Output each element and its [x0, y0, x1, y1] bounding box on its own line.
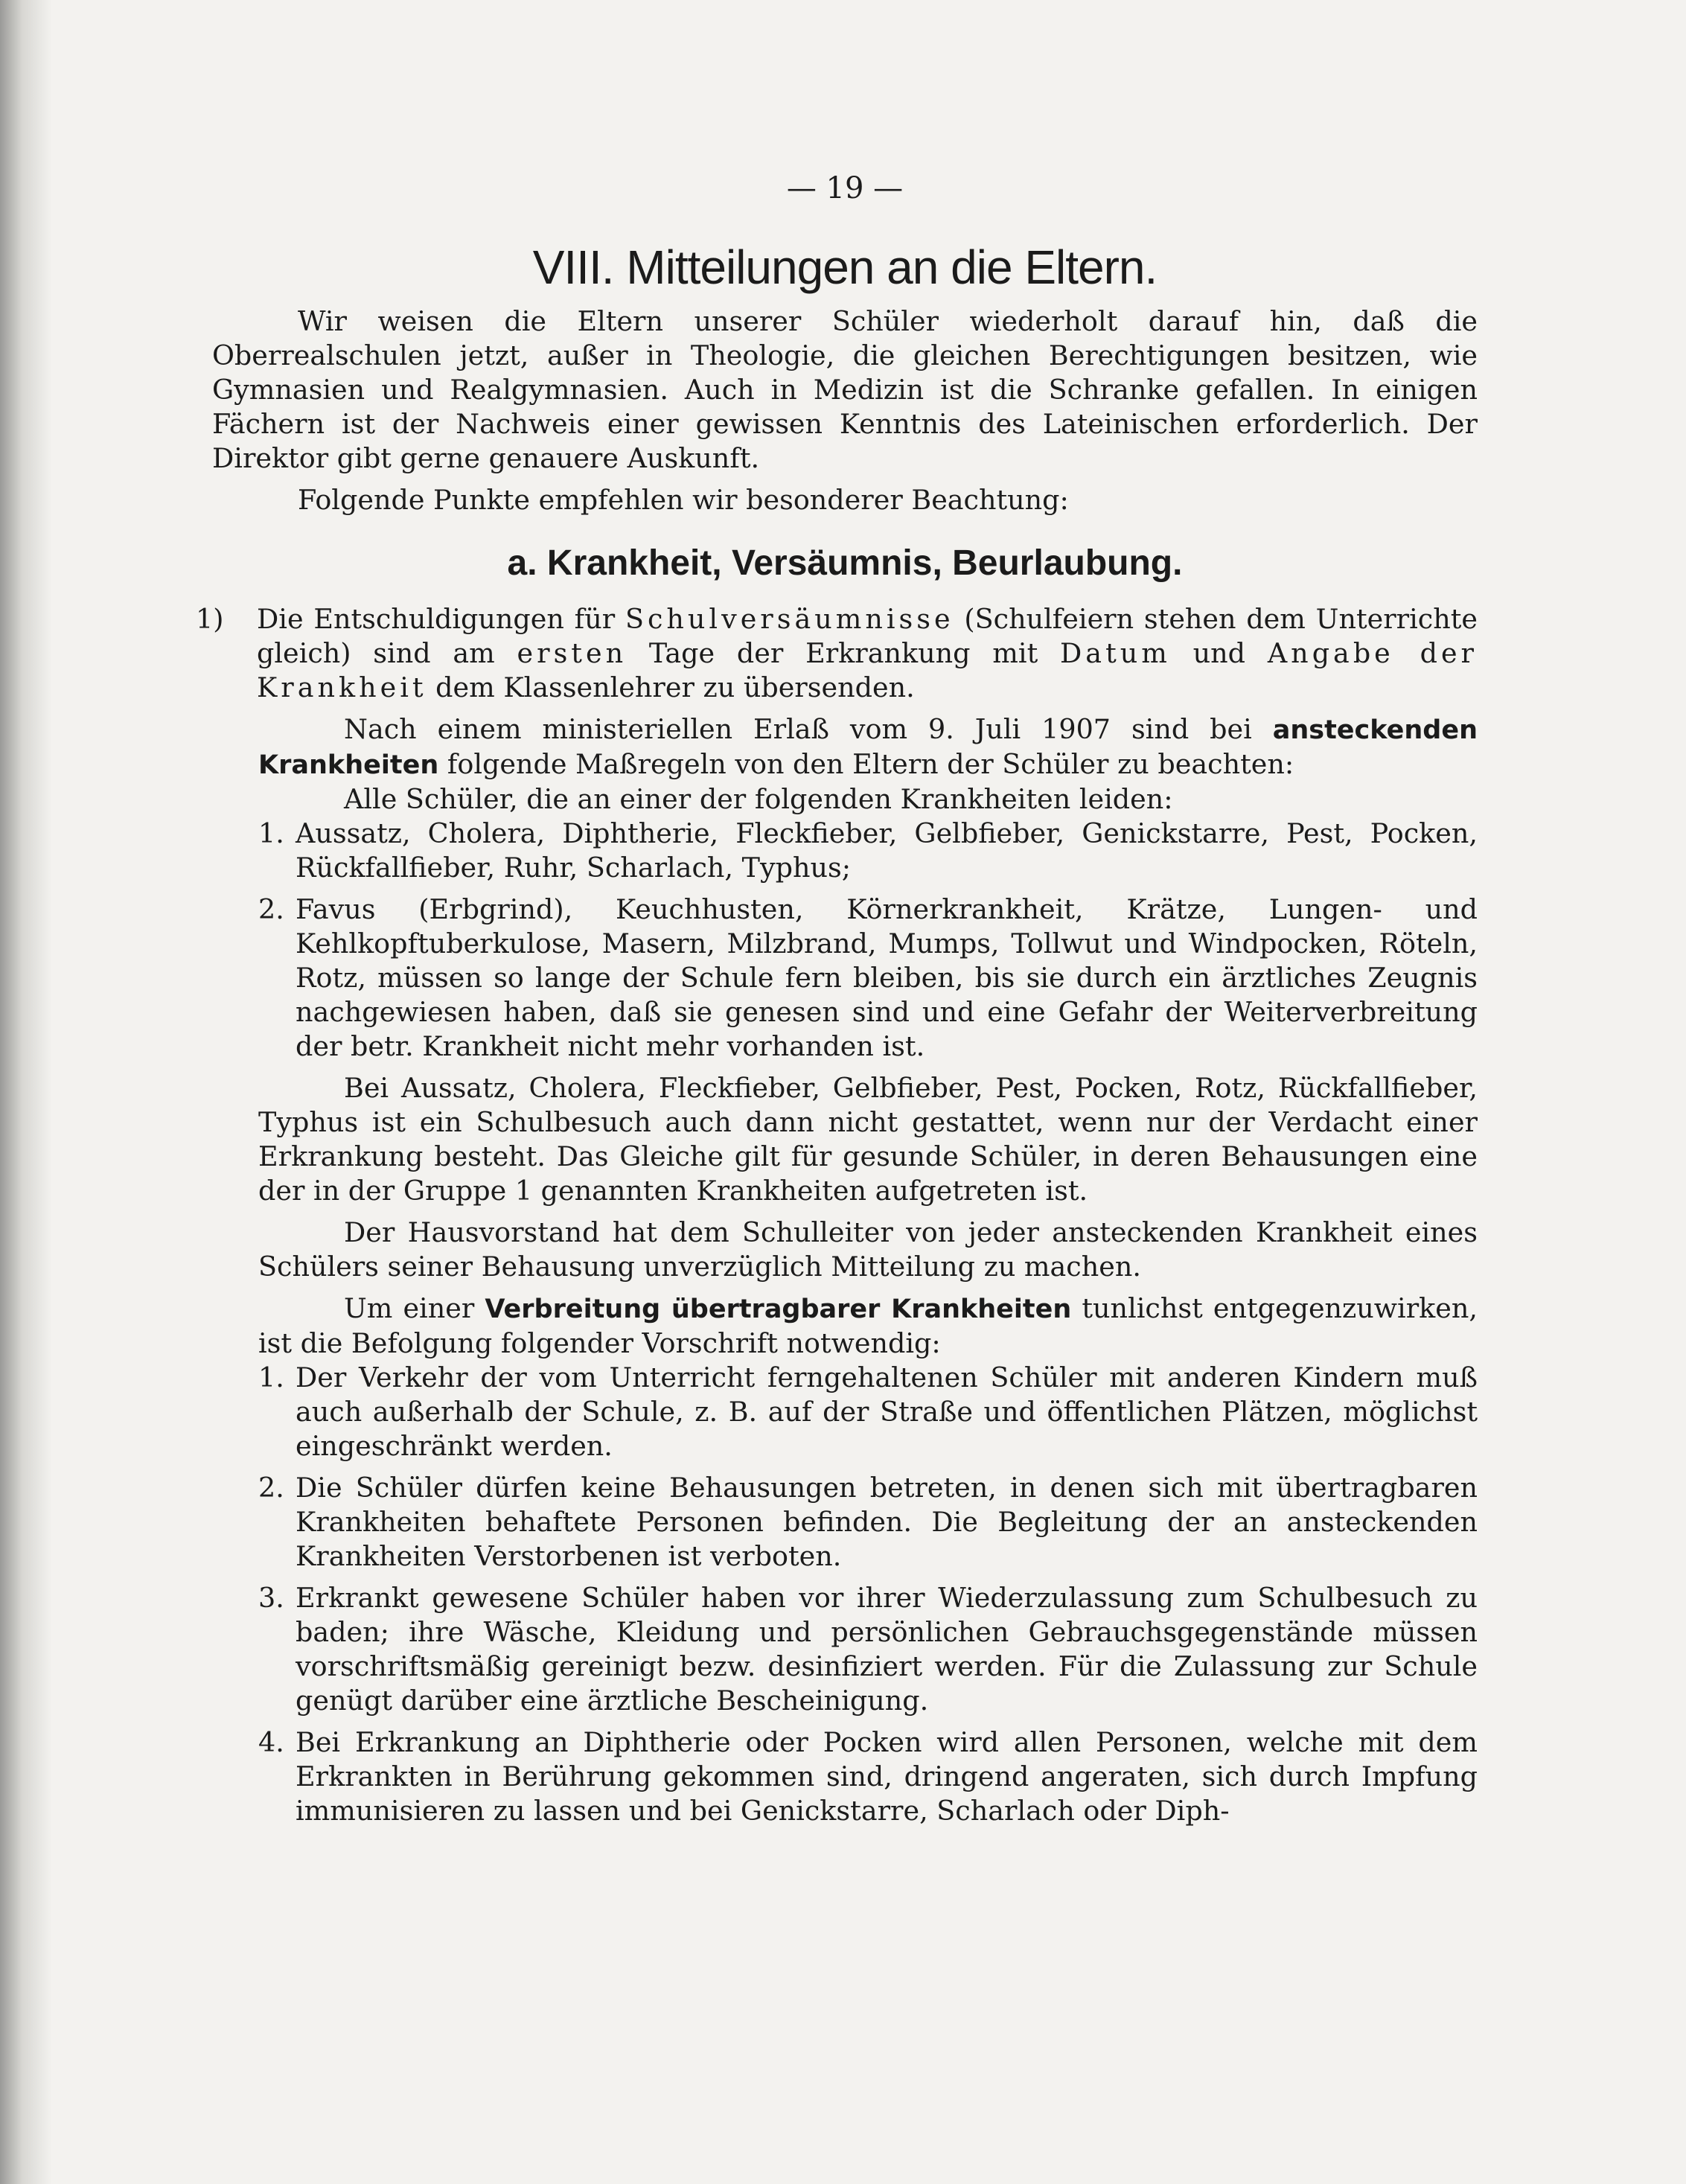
text: dem Klassenlehrer zu übersenden. — [427, 671, 915, 703]
prevention-paragraph — [258, 1291, 1478, 1361]
page-number: — 19 — — [786, 171, 904, 205]
intro-paragraph: Wir weisen die Eltern unserer Schüler wiederholt darauf hin, daß die Oberrealschulen jetzt, außer in Theologie, die gleichen Berechtigungen besitzen, wie Gymnasien und Realgymnasien. Auch in Medizin ist die Schranke gefallen. In einigen Fächern ist der Nachweis einer gewissen Kenntnis des Lateinischen erforderlich. Der Direktor gibt gerne genauere Auskunft. — [212, 304, 1478, 474]
text: Der Verkehr der vom Unterricht ferngehaltenen Schüler mit anderen Kindern muß auch außerhalb der Schule, z. B. auf der Straße und öffentlichen Plätzen, möglichst eingeschränkt werden. — [296, 1361, 1478, 1462]
item-number: 3. — [258, 1581, 284, 1614]
emphasis: Angabe der Krankheit — [257, 636, 1478, 703]
decree-block — [258, 712, 1478, 1828]
text: Nach einem ministeriellen Erlaß vom 9. Juli 1907 sind bei — [344, 712, 1273, 745]
text: Die Schüler dürfen keine Behausungen betreten, in denen sich mit übertragbaren Krankheiten behaftete Personen befinden. Die Begleitung der an ansteckenden Krankheiten Verstorbenen ist verboten. — [296, 1471, 1478, 1572]
section-heading: a. Krankheit, Versäumnis, Beurlaubung. — [507, 543, 1183, 583]
item-number: 1. — [258, 1361, 284, 1393]
text: (Schulfeiern stehen dem Unterrichte gleich) sind am — [257, 602, 1478, 669]
absence-excuse-item — [196, 602, 1478, 705]
decree-paragraph — [258, 712, 1478, 782]
bold-text: Verbreitung übertragbarer Krankheiten — [485, 1294, 1072, 1324]
intro-recommendation: Folgende Punkte empfehlen wir besonderer Beachtung: — [298, 483, 1069, 516]
page-edge-shadow — [0, 0, 52, 2184]
suspicion-paragraph: Bei Aussatz, Cholera, Fleckfieber, Gelbfieber, Pest, Pocken, Rotz, Rückfallfieber, Typhus ist ein Schulbesuch auch dann nicht gestattet, wenn nur der Verdacht einer Erkrankung besteht. Das Gleiche gilt für gesunde Schüler, in deren Behausungen eine der in der Gruppe 1 genannten Krankheiten aufgetreten ist. — [258, 1071, 1478, 1207]
all-students-line: Alle Schüler, die an einer der folgenden Krankheiten leiden: — [344, 782, 1173, 815]
document-page — [196, 171, 1478, 1828]
text: und — [1170, 636, 1268, 669]
item-number: 1) — [196, 602, 224, 635]
text: Um einer — [344, 1291, 485, 1324]
text: Die Entschuldigungen für — [257, 602, 625, 635]
text: Tage der Erkrankung mit — [627, 636, 1061, 669]
household-paragraph: Der Hausvorstand hat dem Schulleiter von jeder ansteckenden Krankheit eines Schülers seiner Behausung unverzüglich Mitteilung zu machen. — [258, 1216, 1478, 1283]
disease-group-2 — [258, 893, 1478, 1064]
item-number: 2. — [258, 1471, 284, 1504]
emphasis: Schulversäumnisse — [625, 602, 954, 635]
rule-item — [258, 1361, 1478, 1463]
text: folgende Maßregeln von den Eltern der Schüler zu beachten: — [438, 747, 1294, 780]
item-number: 1. — [258, 817, 284, 849]
rule-item — [258, 1725, 1478, 1828]
rule-item — [258, 1581, 1478, 1718]
emphasis: Datum — [1060, 636, 1171, 669]
text: Bei Erkrankung an Diphtherie oder Pocken wird allen Personen, welche mit dem Erkrankten in Berührung gekommen sind, dringend angeraten, sich durch Impfung immunisieren zu lassen und bei Genickstarre, Scharlach oder Diph- — [296, 1725, 1478, 1827]
item-number: 4. — [258, 1725, 284, 1758]
text: Aussatz, Cholera, Diphtherie, Fleckfieber, Gelbfieber, Genickstarre, Pest, Pocken, Rückfallfieber, Ruhr, Scharlach, Typhus; — [296, 817, 1478, 884]
emphasis: ersten — [517, 636, 628, 669]
text: Erkrankt gewesene Schüler haben vor ihrer Wiederzulassung zum Schulbesuch zu baden; ihre Wäsche, Kleidung und persönlichen Gebrauchsgegenstände müssen vorschriftsmäßig gereinigt bezw. desinfiziert werden. Für die Zulassung zur Schule genügt darüber eine ärztliche Bescheinigung. — [296, 1581, 1478, 1717]
page-title: VIII. Mitteilungen an die Eltern. — [532, 240, 1157, 294]
bold-text: ansteckenden Krankheiten — [258, 715, 1478, 780]
rule-item — [258, 1471, 1478, 1574]
disease-group-1 — [258, 817, 1478, 885]
text: Favus (Erbgrind), Keuchhusten, Körnerkrankheit, Krätze, Lungen- und Kehlkopftuberkulose, Masern, Milzbrand, Mumps, Tollwut und Windpocken, Röteln, Rotz, müssen so lange der Schule fern bleiben, bis sie durch ein ärztliches Zeugnis nachgewiesen haben, daß sie genesen sind und eine Gefahr der Weiterverbreitung der betr. Krankheit nicht mehr vorhanden ist. — [296, 893, 1478, 1062]
item-number: 2. — [258, 893, 284, 925]
text: tunlichst entgegenzuwirken, ist die Befolgung folgender Vorschrift notwendig: — [258, 1291, 1478, 1359]
